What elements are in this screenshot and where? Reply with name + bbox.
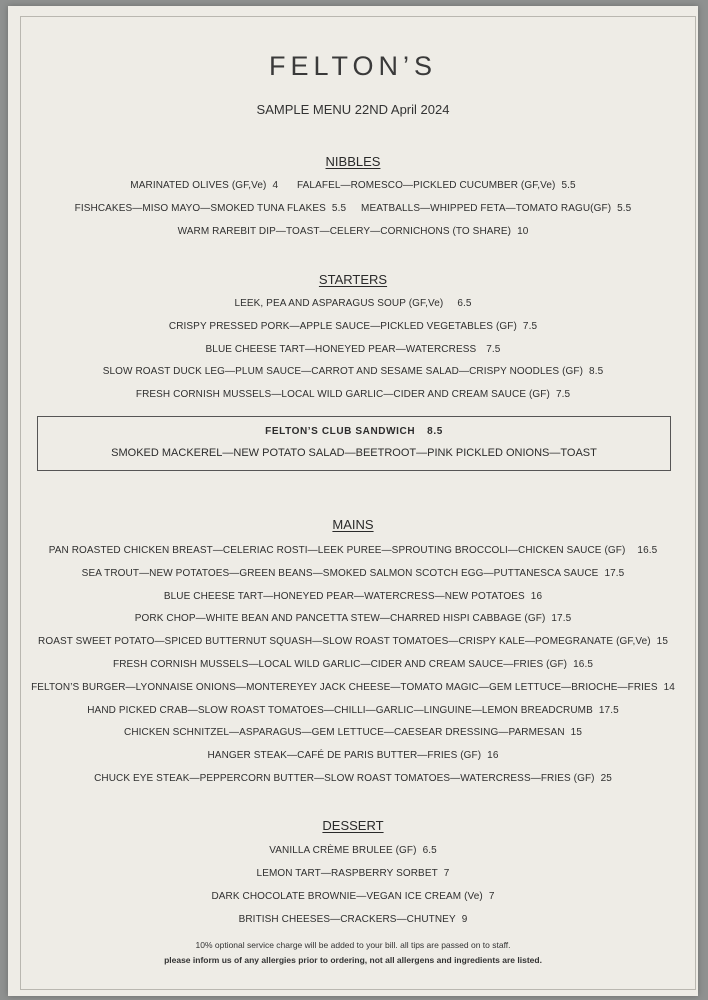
menu-item-price: 7 — [488, 891, 495, 902]
menu-item-price: 16.5 — [573, 659, 593, 670]
menu-item-price: 4 — [272, 180, 279, 191]
nibbles-row — [8, 226, 698, 237]
menu-item-name: VANILLA CRÈME BRULEE (GF) — [269, 845, 417, 856]
menu-item — [8, 298, 698, 309]
menu-item-price: 25 — [600, 773, 612, 784]
menu-item-name: HAND PICKED CRAB—SLOW ROAST TOMATOES—CHILLI—GARLIC—LINGUINE—LEMON BREADCRUMB — [87, 705, 593, 716]
menu-item-name: DARK CHOCOLATE BROWNIE—VEGAN ICE CREAM (Ve) — [211, 891, 483, 902]
menu-item-name: LEEK, PEA AND ASPARAGUS SOUP (GF,Ve) — [234, 298, 444, 309]
menu-item-price: 16 — [487, 750, 499, 761]
nibbles-heading: NIBBLES — [325, 154, 381, 169]
menu-item-price: 5.5 — [617, 203, 632, 214]
menu-item — [8, 344, 698, 355]
menu-item-price: 7.5 — [522, 321, 538, 332]
menu-item-price: 17.5 — [598, 705, 619, 716]
menu-item-name: ROAST SWEET POTATO—SPICED BUTTERNUT SQUASH—SLOW ROAST TOMATOES—CRISPY KALE—POMEGRANATE (GF,Ve) — [38, 636, 651, 647]
menu-item — [8, 705, 698, 716]
menu-item — [8, 868, 698, 879]
menu-item-name: PORK CHOP—WHITE BEAN AND PANCETTA STEW—CHARRED HISPI CABBAGE (GF) — [134, 613, 546, 624]
menu-item-name: BLUE CHEESE TART—HONEYED PEAR—WATERCRESS—NEW POTATOES — [163, 591, 525, 602]
menu-item-name: BLUE CHEESE TART—HONEYED PEAR—WATERCRESS — [205, 344, 477, 355]
menu-item-price: 7.5 — [486, 344, 501, 355]
menu-item-price: 14 — [663, 682, 675, 693]
menu-item — [8, 321, 698, 332]
menu-item — [8, 845, 698, 856]
menu-item — [8, 682, 698, 693]
menu-item-price: 6.5 — [457, 298, 472, 309]
menu-item-name: WARM RAREBIT DIP—TOAST—CELERY—CORNICHONS (TO SHARE) — [177, 226, 512, 237]
menu-item — [8, 750, 698, 761]
starters-heading: STARTERS — [318, 272, 388, 287]
menu-item — [8, 636, 698, 647]
menu-item — [8, 545, 698, 556]
service-charge-note: 10% optional service charge will be added to your bill. all tips are passed on to staff. — [195, 940, 511, 950]
menu-item-name: SLOW ROAST DUCK LEG—PLUM SAUCE—CARROT AND SESAME SALAD—CRISPY NOODLES (GF) — [102, 366, 584, 377]
menu-item-price: 16 — [530, 591, 543, 602]
menu-item-price: 9 — [461, 914, 468, 925]
menu-item-name: FRESH CORNISH MUSSELS—LOCAL WILD GARLIC—CIDER AND CREAM SAUCE (GF) — [135, 389, 550, 400]
menu-item-name: HANGER STEAK—CAFÉ DE PARIS BUTTER—FRIES (GF) — [207, 750, 482, 761]
menu-item — [8, 613, 698, 624]
menu-item-name: FALAFEL—ROMESCO—PICKLED CUCUMBER (GF,Ve) — [297, 180, 556, 191]
menu-item-name: CHUCK EYE STEAK—PEPPERCORN BUTTER—SLOW ROAST TOMATOES—WATERCRESS—FRIES (GF) — [94, 773, 595, 784]
menu-item — [8, 914, 698, 925]
dessert-heading: DESSERT — [322, 818, 384, 833]
menu-item-price: 7.5 — [555, 389, 571, 400]
menu-item — [8, 773, 698, 784]
allergy-note: please inform us of any allergies prior to ordering, not all allergens and ingredients are listed. — [164, 955, 542, 965]
menu-item-name: LEMON TART—RASPBERRY SORBET — [256, 868, 438, 879]
menu-item-price: 10 — [517, 226, 529, 237]
club-sandwich-box — [37, 416, 671, 471]
club-sandwich-description: SMOKED MACKEREL—NEW POTATO SALAD—BEETROOT—PINK PICKLED ONIONS—TOAST — [111, 447, 597, 459]
club-sandwich-name: FELTON’S CLUB SANDWICH — [265, 426, 416, 437]
menu-item-name: BRITISH CHEESES—CRACKERS—CHUTNEY — [238, 914, 456, 925]
menu-item-name: FISHCAKES—MISO MAYO—SMOKED TUNA FLAKES — [74, 203, 326, 214]
menu-item-name: FRESH CORNISH MUSSELS—LOCAL WILD GARLIC—CIDER AND CREAM SAUCE—FRIES (GF) — [113, 659, 568, 670]
menu-item-price: 6.5 — [422, 845, 437, 856]
club-sandwich-price: 8.5 — [427, 426, 443, 437]
menu-item — [8, 727, 698, 738]
menu-item-name: CRISPY PRESSED PORK—APPLE SAUCE—PICKLED VEGETABLES (GF) — [168, 321, 517, 332]
menu-item-price: 15 — [656, 636, 668, 647]
menu-item — [8, 366, 698, 377]
menu-item-price: 17.5 — [604, 568, 625, 579]
menu-item-price: 16.5 — [637, 545, 658, 556]
menu-item — [8, 659, 698, 670]
mains-heading: MAINS — [332, 517, 374, 532]
menu-item — [8, 591, 698, 602]
menu-item — [8, 389, 698, 400]
menu-item-name: PAN ROASTED CHICKEN BREAST—CELERIAC ROSTI—LEEK PUREE—SPROUTING BROCCOLI—CHICKEN SAUCE (GF) — [48, 545, 626, 556]
menu-item-name: CHICKEN SCHNITZEL—ASPARAGUS—GEM LETTUCE—CAESEAR DRESSING—PARMESAN — [124, 727, 565, 738]
menu-item-price: 8.5 — [589, 366, 604, 377]
menu-item — [8, 891, 698, 902]
menu-sheet — [8, 6, 698, 996]
club-sandwich-title — [38, 426, 670, 437]
menu-item-name: FELTON’S BURGER—LYONNAISE ONIONS—MONTEREYEY JACK CHEESE—TOMATO MAGIC—GEM LETTUCE—BRIOCHE—FRIES — [31, 682, 658, 693]
menu-date: SAMPLE MENU 22ND April 2024 — [256, 102, 450, 117]
menu-item-name: MARINATED OLIVES (GF,Ve) — [130, 180, 267, 191]
menu-item-price: 5.5 — [561, 180, 576, 191]
nibbles-row — [8, 180, 698, 191]
menu-item-price: 17.5 — [551, 613, 572, 624]
menu-item-name: SEA TROUT—NEW POTATOES—GREEN BEANS—SMOKED SALMON SCOTCH EGG—PUTTANESCA SAUCE — [81, 568, 599, 579]
menu-item-price: 7 — [443, 868, 450, 879]
restaurant-name: FELTON’S — [268, 51, 438, 81]
menu-item-price: 5.5 — [331, 203, 347, 214]
menu-item — [8, 568, 698, 579]
menu-item-name: MEATBALLS—WHIPPED FETA—TOMATO RAGU(GF) — [361, 203, 612, 214]
nibbles-row — [8, 203, 698, 214]
menu-item-price: 15 — [570, 727, 582, 738]
